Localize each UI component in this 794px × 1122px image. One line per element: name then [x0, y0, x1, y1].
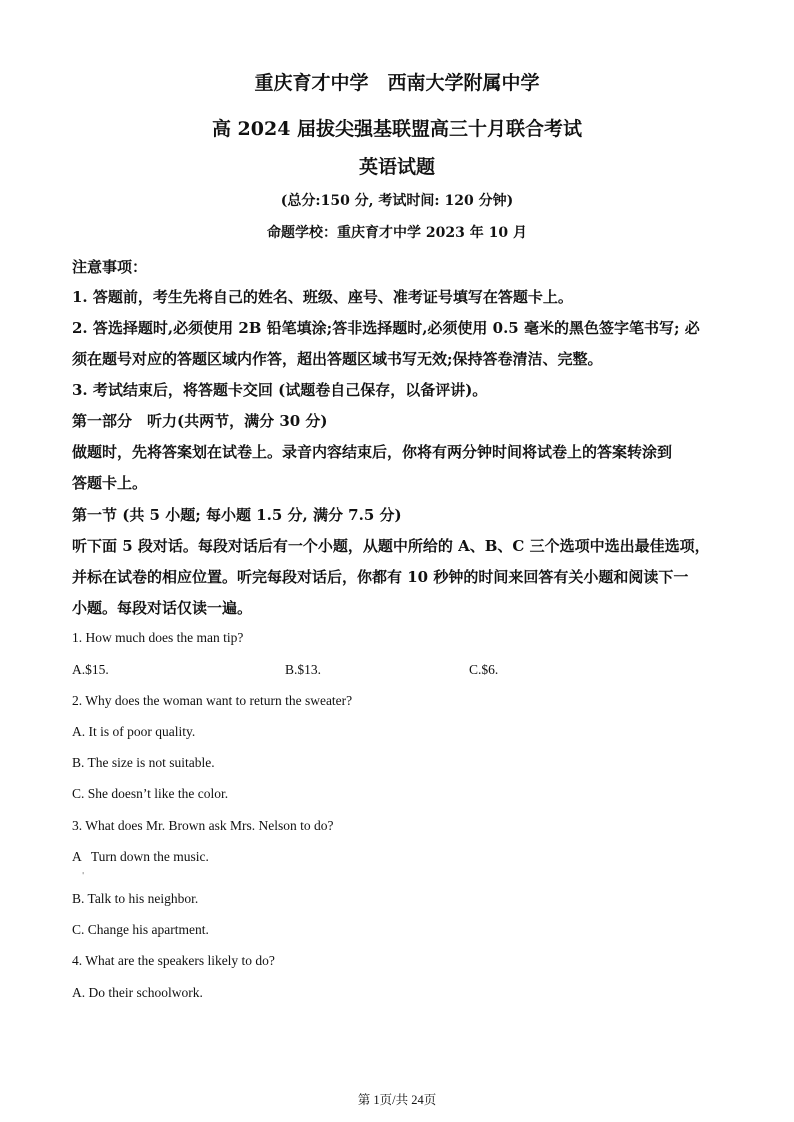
subject-title: 英语试题	[358, 156, 435, 178]
question-stem: 3. What does Mr. Brown ask Mrs. Nelson to do?	[72, 818, 334, 833]
section1-instruction: 听下面 5 段对话。每段对话后有一个小题，从题中所给的 A、B、C 三个选项中选出最佳选项，	[72, 537, 710, 555]
school-names: 重庆育才中学 西南大学附属中学	[254, 72, 540, 94]
page-footer: 第 1页/共 24页	[357, 1093, 437, 1107]
notes-heading: 注意事项：	[72, 258, 148, 276]
option-b: B. Talk to his neighbor.	[72, 891, 199, 906]
part1-instruction: 答题卡上。	[72, 474, 148, 492]
note-item: 1. 答题前，考生先将自己的姓名、班级、座号、准考证号填写在答题卡上。	[72, 288, 573, 306]
stray-mark: '	[82, 871, 85, 880]
question-stem: 4. What are the speakers likely to do?	[72, 953, 275, 968]
exam-title: 高 2024 届拔尖强基联盟高三十月联合考试	[211, 118, 583, 140]
section1-title: 第一节 (共 5 小题; 每小题 1.5 分, 满分 7.5 分)	[72, 506, 402, 524]
option-a: A.$15.	[72, 662, 109, 677]
option-c: C.$6.	[469, 662, 499, 677]
score-time: (总分:150 分, 考试时间: 120 分钟)	[280, 193, 514, 209]
option-c: C. She doesn’t like the color.	[72, 786, 229, 801]
option-b: B. The size is not suitable.	[72, 755, 215, 770]
option-a: A Turn down the music.	[72, 849, 209, 864]
note-item: 2. 答选择题时,必须使用 2B 铅笔填涂;答非选择题时,必须使用 0.5 毫米的黑色签字笔书写; 必	[72, 319, 700, 337]
option-a: A. It is of poor quality.	[72, 724, 196, 739]
part1-title: 第一部分 听力(共两节，满分 30 分)	[72, 412, 328, 430]
option-a: A. Do their schoolwork.	[72, 985, 203, 1000]
question-stem: 2. Why does the woman want to return the sweater?	[72, 693, 353, 708]
note-item: 须在题号对应的答题区域内作答，超出答题区域书写无效;保持答卷清洁、完整。	[72, 350, 603, 368]
option-c: C. Change his apartment.	[72, 922, 209, 937]
option-b: B.$13.	[285, 662, 322, 677]
question-stem: 1. How much does the man tip?	[72, 630, 244, 645]
section1-instruction: 并标在试卷的相应位置。听完每段对话后，你都有 10 秒钟的时间来回答有关小题和阅读下一	[72, 568, 689, 586]
author-line: 命题学校：重庆育才中学 2023 年 10 月	[267, 225, 527, 241]
note-item: 3. 考试结束后，将答题卡交回 (试题卷自己保存，以备评讲)。	[72, 381, 488, 399]
section1-instruction: 小题。每段对话仅读一遍。	[72, 599, 253, 617]
part1-instruction: 做题时，先将答案划在试卷上。录音内容结束后，你将有两分钟时间将试卷上的答案转涂到	[72, 443, 673, 461]
